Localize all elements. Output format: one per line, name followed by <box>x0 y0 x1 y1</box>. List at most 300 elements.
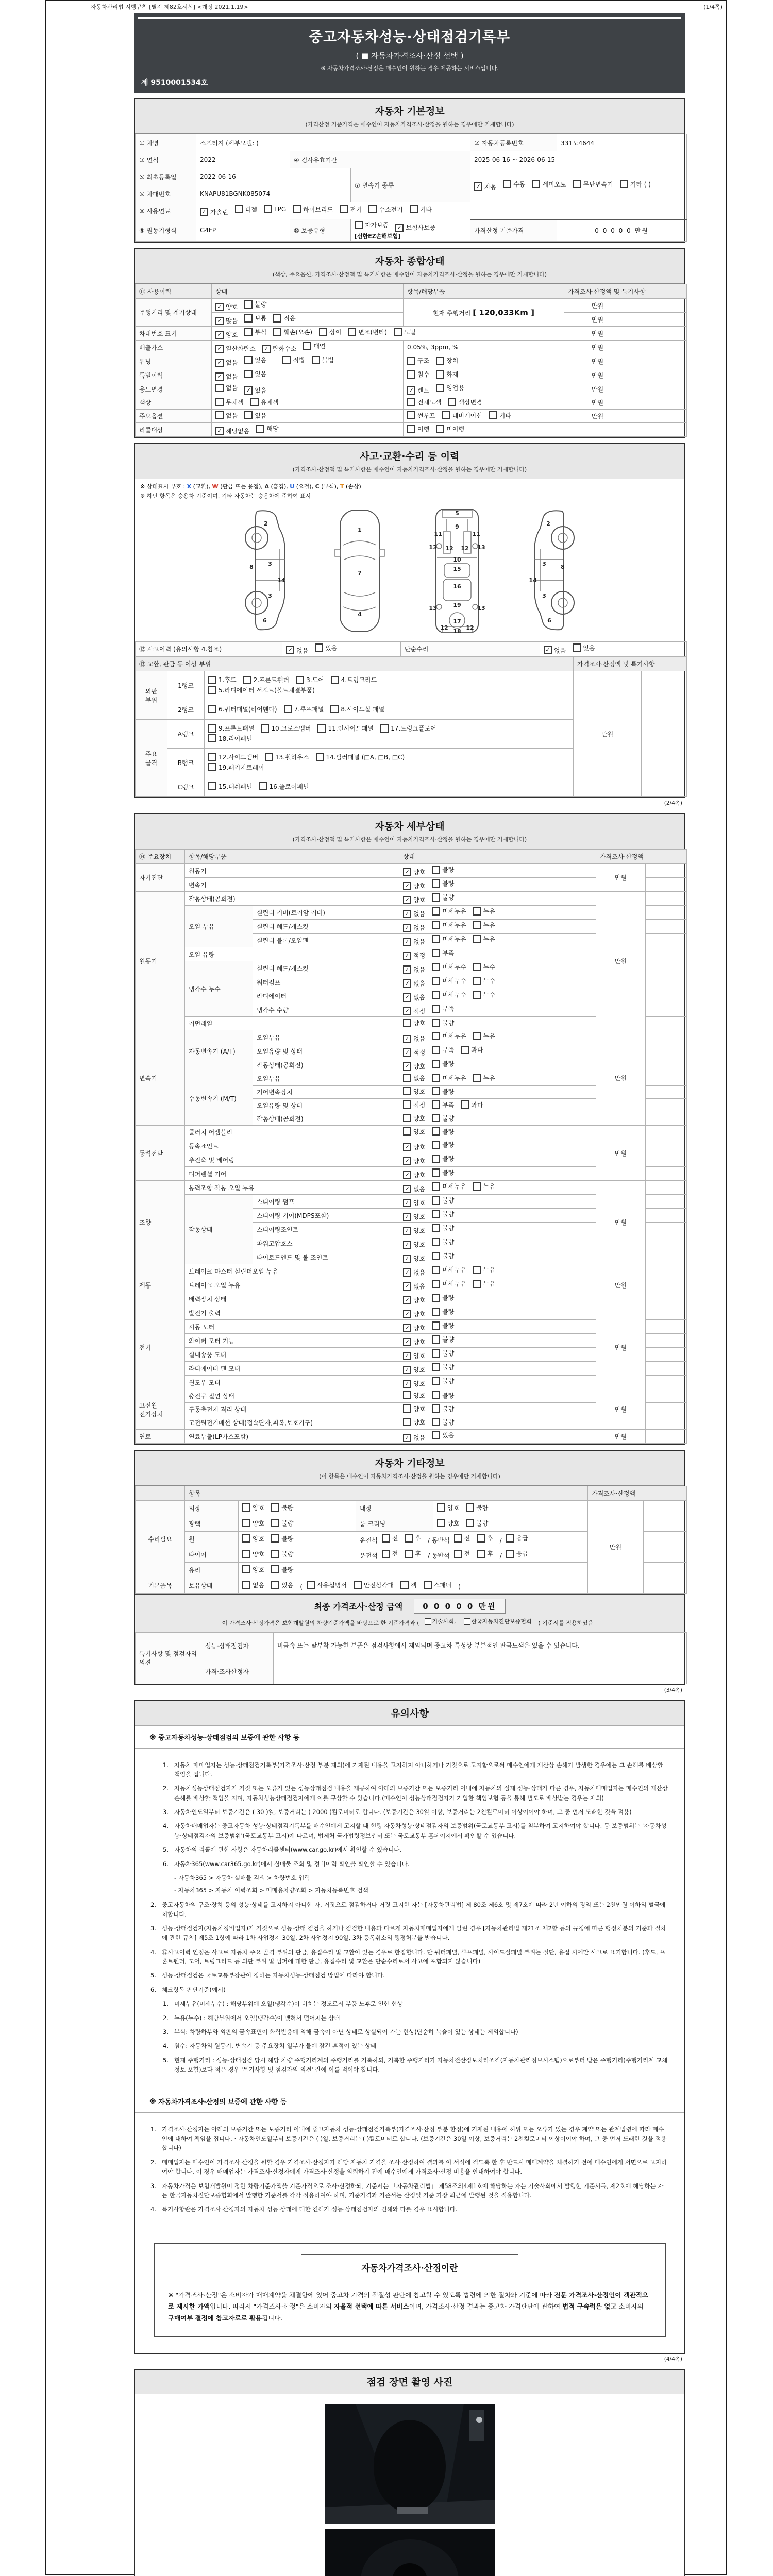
checkbox-label: 16.플로어패널 <box>269 783 309 790</box>
exchange-label: ⑬ 교환, 판금 등 이상 부위 <box>136 657 574 671</box>
checkbox-불량 <box>432 1404 454 1413</box>
notice-bullet: - 자동차365 > 자동차 실매물 검색 > 차량번호 입력 <box>174 1874 310 1882</box>
checkbox-해당없음 <box>215 427 249 435</box>
document-subtitle: ( ■ 자동차가격조사·산정 선택 ) <box>356 51 464 60</box>
status-options <box>399 1236 596 1250</box>
checkbox-box: ✓ <box>403 1366 411 1374</box>
checkbox-box <box>244 300 253 309</box>
checkbox-이행 <box>407 425 429 433</box>
etc-note-cell <box>644 1547 687 1563</box>
checkbox-양호 <box>403 1379 425 1388</box>
note-cell <box>646 1278 687 1292</box>
state-options <box>212 341 404 354</box>
checkbox-보통 <box>244 314 266 323</box>
checkbox-box <box>296 676 304 684</box>
checkbox-box <box>405 1534 413 1543</box>
col-usage: ⑪ 사용이력 <box>136 284 212 299</box>
checkbox-label: 5.라디에이터 서포트(볼트체결부품) <box>219 686 315 694</box>
checkbox-label: 불량 <box>442 1418 455 1426</box>
checkbox-box <box>271 1581 279 1589</box>
checkbox-label: 불량 <box>442 1378 455 1385</box>
checkbox-label: 양호 <box>413 869 426 876</box>
checkbox-16.플로어패널 <box>259 782 309 791</box>
checkbox-label: 불량 <box>281 1550 294 1558</box>
note-cell <box>646 1348 687 1362</box>
checkbox-불량 <box>466 1503 488 1512</box>
checkbox-label: 적법 <box>293 357 305 364</box>
legend-segment: T <box>340 483 344 490</box>
panel-number: 15 <box>453 566 461 572</box>
checkbox-box: ✓ <box>403 1380 411 1388</box>
remarks-text-1: 비금속 또는 탈부착 가능한 부품은 점검사항에서 제외되며 중고차 특성상 부분적인 판금도색은 있을 수 있습니다. <box>274 1632 687 1659</box>
checkbox-box <box>432 1141 440 1149</box>
panel-number: 13 <box>429 544 437 551</box>
item-label: 자동변속기 (A/T) <box>185 1030 253 1072</box>
legend-segment: (손상) <box>344 483 361 490</box>
checkbox-label: 전 <box>464 1550 470 1558</box>
panel-number: 10 <box>453 556 461 563</box>
panel-number: 19 <box>453 602 461 608</box>
panel-number: 6 <box>547 617 551 624</box>
etc-group-col <box>136 1486 185 1501</box>
checkbox-양호 <box>403 1324 425 1332</box>
checkbox-label: 양호 <box>413 1019 426 1027</box>
note-cell <box>646 989 687 1003</box>
checkbox-무단변속기 <box>573 180 613 189</box>
note-cell <box>646 1181 687 1195</box>
checkbox-15.대쉬패널 <box>208 782 252 791</box>
rank-label: C랭크 <box>167 777 205 797</box>
checkbox-label: 양호 <box>253 1535 265 1543</box>
panel-number: 11 <box>472 531 480 537</box>
etc-item-label: 유리 <box>185 1563 239 1578</box>
legend-segment: (교환), <box>191 483 212 490</box>
checkbox-label: 양호 <box>253 1504 265 1512</box>
subitem-label: 파워고압호스 <box>253 1236 399 1250</box>
legend-segment: U <box>290 483 295 490</box>
checkbox-불량 <box>432 865 454 874</box>
checkbox-label: 해당없음 <box>226 428 250 435</box>
checkbox-label: 무채색 <box>226 398 244 406</box>
checkbox-label: 미세누유 <box>442 1032 466 1040</box>
notice-item: 4. 자동차매매업자는 중고자동차 성능·상태점검기록부를 매수인에게 고지할 때 현행 자동차성능·상태점검자의 보증범위(국토교통부 고시)를 첨부하여 고지하여야 합니다. 동 보증범위는 '자동차성능·상태점검자의 보증범위'(국토교통부 고시)에 따르며, 법제처 국가법령정보센터 또는 국토교통부 홈페이지에서 확인할 수 있습니다. <box>163 1822 667 1839</box>
checkbox-있음 <box>244 369 266 378</box>
note-cell <box>646 1320 687 1334</box>
checkbox-box: ✓ <box>403 1227 411 1235</box>
checkbox-box <box>208 724 216 733</box>
document-number: 제 9510001534호 <box>141 79 208 87</box>
checkbox-label: 10.크로스멤버 <box>271 725 311 732</box>
status-options <box>399 1099 596 1112</box>
checkbox-누유 <box>473 921 495 929</box>
subitem-label: 실린더 커버(로커암 커버) <box>253 906 399 920</box>
checkbox-box <box>432 1182 440 1191</box>
checkbox-label: 양호 <box>413 1063 426 1070</box>
item-label: 커먼레일 <box>185 1017 399 1030</box>
checkbox-box <box>235 205 243 213</box>
panel-group-label: 주요 골격 <box>136 720 167 797</box>
checkbox-도말 <box>394 328 416 336</box>
checkbox-양호 <box>403 1226 425 1235</box>
etc-info-table <box>135 1486 687 1594</box>
item-label: 작동상태(공회전) <box>185 892 399 906</box>
checkbox-label: 양호 <box>413 1241 426 1248</box>
checkbox-label: 후 <box>487 1550 493 1558</box>
device-group-label: 조향 <box>136 1181 185 1264</box>
price-cell: 만원 <box>596 1306 646 1389</box>
car-name-label: ① 차명 <box>136 134 196 151</box>
subitem-label: 냉각수 수량 <box>253 1003 399 1017</box>
checkbox-불량 <box>271 1550 293 1558</box>
legend-segment: ※ 상태표시 부호 : <box>140 483 187 490</box>
checkbox-label: 14.필러패널 (□A, □B, □C) <box>326 754 405 761</box>
panel-number: 7 <box>358 570 362 577</box>
checkbox-label: 해당 <box>266 425 279 432</box>
checkbox-있음 <box>244 411 266 420</box>
price-cell: 만원 <box>596 1030 646 1126</box>
panel-number: 12 <box>445 545 453 552</box>
panel-number: 2 <box>546 520 550 527</box>
legend-segment: (요철), <box>294 483 315 490</box>
checkbox-box <box>473 1182 481 1191</box>
checkbox-label: 네비게이션 <box>452 412 482 419</box>
price-cell: 만원 <box>596 1126 646 1181</box>
rank-label: A랭크 <box>167 720 205 749</box>
usage-label: 배출가스 <box>136 341 212 354</box>
item-label: 브레이크 오일 누유 <box>185 1278 399 1292</box>
note-cell <box>631 396 687 410</box>
panel-number: 3 <box>542 561 546 567</box>
checkbox-label: 미세누유 <box>442 922 466 929</box>
checkbox-box: ✓ <box>403 965 411 974</box>
checkbox-box <box>242 1519 250 1527</box>
checkbox-label: 전 <box>392 1535 398 1543</box>
price-cell: 만원 <box>564 341 631 354</box>
item-label: 브레이크 마스터 실린더오일 누유 <box>185 1264 399 1278</box>
panel-number: 13 <box>429 605 437 612</box>
etc-extra: 운전석 전 후 / 동반석 전 후 / 응급 <box>356 1547 588 1563</box>
checkbox-전기 <box>340 205 362 214</box>
checkbox-label: 미세누유 <box>442 908 466 915</box>
checkbox-label: 없음 <box>226 373 238 380</box>
checkbox-box <box>407 370 415 379</box>
checkbox-label: 있음 <box>325 644 338 652</box>
usage-label: 튜닝 <box>136 354 212 368</box>
checkbox-label: 없음 <box>413 1185 426 1193</box>
photos-title: 점검 장면 촬영 사진 <box>366 2377 453 2388</box>
accident-title: 사고·교환·수리 등 이력 <box>360 451 460 462</box>
state-options <box>212 396 404 410</box>
section-accident <box>134 443 685 798</box>
checkbox-box <box>432 1404 440 1413</box>
checkbox-box: ✓ <box>403 1213 411 1221</box>
checkbox-box <box>432 1280 440 1288</box>
base-price-value: 0 0 0 0 0 만원 <box>557 219 687 242</box>
status-options <box>399 878 596 892</box>
checkbox-후 <box>405 1534 421 1543</box>
first-reg-value: 2022-06-16 <box>196 168 351 185</box>
note-cell <box>646 961 687 975</box>
page-marker-1: (1/4쪽) <box>703 4 722 10</box>
checkbox-label: 양호 <box>413 1255 426 1262</box>
status-options <box>399 961 596 975</box>
checkbox-label: 불량 <box>442 894 455 901</box>
checkbox-label: 미세누수 <box>442 991 466 998</box>
checkbox-box <box>477 1534 485 1543</box>
checkbox-label: 디젤 <box>245 206 257 213</box>
checkbox-변조(변타) <box>348 328 387 336</box>
checkbox-있음 <box>573 643 595 652</box>
note-cell <box>646 1139 687 1153</box>
checkbox-불량 <box>271 1534 293 1543</box>
pricing-info-title: 자동차가격조사·산정이란 <box>301 2254 518 2280</box>
checkbox-box: ✓ <box>215 359 224 367</box>
basic-info-table <box>135 134 687 242</box>
checkbox-label: 양호 <box>413 1172 426 1179</box>
checkbox-label: 기타 <box>499 412 511 419</box>
panel-group-label: 외판 부위 <box>136 671 167 720</box>
status-options <box>399 1264 596 1278</box>
checkbox-없음 <box>403 909 425 918</box>
device-group-label: 원동기 <box>136 892 185 1030</box>
checkbox-label: 누수 <box>483 991 495 998</box>
checkbox-label: 불법 <box>322 357 334 364</box>
subitem-label: 작동상태(공회전) <box>253 1058 399 1072</box>
year-value: 2022 <box>196 151 290 168</box>
checkbox-없음 <box>215 411 238 420</box>
checkbox-box: ✓ <box>403 1062 411 1071</box>
checkbox-label: 유채색 <box>260 398 279 406</box>
transmission-options <box>470 168 687 202</box>
rank-items <box>205 749 574 777</box>
checkbox-box <box>242 1581 250 1589</box>
checkbox-box <box>432 1114 440 1122</box>
checkbox-미세누유 <box>432 907 466 916</box>
checkbox-box <box>382 1550 390 1558</box>
item-label: 윈도우 모터 <box>185 1376 399 1389</box>
checkbox-미세누수 <box>432 962 466 971</box>
section-detail <box>134 813 685 1445</box>
checkbox-label: 6.쿼터패널(리어휀다) <box>219 705 277 713</box>
comprehensive-title: 자동차 종합상태 <box>375 256 445 267</box>
price-cell: 만원 <box>564 354 631 368</box>
checkbox-label: 부족 <box>442 1005 455 1012</box>
checkbox-불법 <box>312 355 334 364</box>
checkbox-box <box>424 1581 432 1589</box>
usage-label: 차대번호 표기 <box>136 327 212 341</box>
col-state: 상태 <box>399 850 596 864</box>
checkbox-미세누유 <box>432 1279 466 1288</box>
note-cell <box>646 975 687 989</box>
checkbox-label: 불량 <box>442 866 455 873</box>
etc-item-options <box>239 1547 356 1563</box>
car-bottom-view <box>424 506 491 636</box>
checkbox-label: 보험사보증 <box>406 224 436 231</box>
status-options <box>399 1209 596 1223</box>
page-marker-2: (2/4쪽) <box>664 800 682 806</box>
checkbox-label: 양호 <box>253 1519 265 1527</box>
checkbox-label: 전 <box>392 1550 398 1558</box>
device-group-label: 고전원 전기장치 <box>136 1389 185 1430</box>
vin-label: ⑥ 차대번호 <box>136 185 196 202</box>
vin-value: KNAPU81BGNK085074 <box>196 185 351 202</box>
checkbox-box <box>442 411 450 419</box>
checkbox-양호 <box>403 1365 425 1374</box>
checkbox-11.인사이드패널 <box>317 724 374 733</box>
status-options <box>399 864 596 878</box>
checkbox-label: 불량 <box>442 1019 455 1027</box>
checkbox-label: 불량 <box>442 1197 455 1204</box>
car-side-left-view <box>239 506 296 636</box>
checkbox-불량 <box>271 1519 293 1528</box>
item-label: 배력장치 상태 <box>185 1292 399 1306</box>
state-options <box>212 299 404 313</box>
pricing-info-box <box>154 2243 666 2338</box>
checkbox-box <box>403 1404 411 1413</box>
checkbox-label: 있음 <box>255 370 267 378</box>
checkbox-box: ✓ <box>215 317 224 325</box>
checkbox-LPG <box>264 205 286 213</box>
subitem-label: 실린더 헤드/개스킷 <box>253 961 399 975</box>
checkbox-box <box>432 1100 440 1109</box>
checkbox-box: ✓ <box>286 646 294 654</box>
detail-subtitle: (가격조사·산정액 및 특기사항은 매수인이 자동차가격조사·산정을 원하는 경우에만 기재합니다) <box>292 836 527 843</box>
checkbox-label: 1.후드 <box>219 676 237 684</box>
checkbox-없음 <box>403 993 425 1002</box>
engine-value: G4FP <box>196 219 290 242</box>
etc-item-options <box>239 1516 356 1532</box>
checkbox-label: 부식 <box>255 329 267 336</box>
etc-item-label-2: 내장 <box>356 1501 433 1516</box>
status-options <box>399 934 596 947</box>
simple-repair-label: 단순수리 <box>401 642 540 656</box>
checkbox-label: 없음 <box>413 1074 426 1082</box>
checkbox-label: 누유 <box>483 936 495 943</box>
checkbox-적법 <box>282 355 305 364</box>
state-options <box>212 368 404 382</box>
checkbox-label: 적정 <box>413 1101 426 1109</box>
checkbox-label: 없음 <box>413 994 426 1001</box>
checkbox-3.도어 <box>296 675 324 684</box>
state-options <box>212 423 404 437</box>
checkbox-불량 <box>432 879 454 888</box>
checkbox-양호 <box>215 302 238 311</box>
checkbox-불량 <box>432 1418 454 1427</box>
checkbox-box: ✓ <box>395 224 404 232</box>
device-group-label: 연료 <box>136 1430 185 1444</box>
checkbox-box <box>394 328 402 336</box>
note-cell <box>646 1099 687 1112</box>
checkbox-box <box>271 1565 279 1573</box>
checkbox-label: 양호 <box>413 1352 426 1360</box>
status-options <box>399 1250 596 1264</box>
warranty-label: ⑩ 보증유형 <box>290 219 351 242</box>
checkbox-양호 <box>242 1534 264 1543</box>
checkbox-label: 자동 <box>484 183 497 191</box>
checkbox-label: 불량 <box>442 1169 455 1176</box>
checkbox-box <box>432 1391 440 1399</box>
checkbox-box <box>473 935 481 943</box>
usage-label: 주요옵션 <box>136 410 212 423</box>
checkbox-없음 <box>403 1268 425 1277</box>
checkbox-label: 양호 <box>413 1297 426 1304</box>
checkbox-box <box>244 411 253 419</box>
repair-group-label: 수리필요 <box>136 1501 185 1578</box>
checkbox-box <box>506 1534 514 1543</box>
note-cell <box>646 1003 687 1017</box>
checkbox-미세누수 <box>432 976 466 985</box>
checkbox-box <box>432 1155 440 1163</box>
checkbox-없음 <box>286 646 308 655</box>
checkbox-색상변경 <box>448 398 482 406</box>
item-label: 연료누출(LP가스포함) <box>185 1430 399 1444</box>
inspection-value: 2025-06-16 ~ 2026-06-15 <box>470 151 687 168</box>
checkbox-box <box>461 1046 469 1054</box>
checkbox-label: 침수 <box>417 371 430 379</box>
checkbox-box: ✓ <box>544 646 552 654</box>
item-options <box>404 423 564 437</box>
checkbox-box: ✓ <box>403 952 411 960</box>
checkbox-box: ✓ <box>403 993 411 1002</box>
checkbox-box <box>244 370 253 378</box>
checkbox-label: 과다 <box>471 1046 483 1054</box>
checkbox-label: 불량 <box>442 1114 455 1122</box>
accident-subtitle: (가격조사·산정액 및 특기사항은 매수인이 자동차가격조사·산정을 원하는 경우에만 기재합니다) <box>292 466 527 473</box>
checkbox-양호 <box>242 1503 264 1512</box>
note-cell <box>646 1209 687 1223</box>
checkbox-box: ✓ <box>200 208 208 216</box>
checkbox-label: 적음 <box>283 315 296 322</box>
panel-number: 16 <box>453 583 461 590</box>
checkbox-box <box>473 963 481 971</box>
checkbox-box <box>271 1550 279 1558</box>
checkbox-누수 <box>473 962 495 971</box>
checkbox-box <box>330 705 339 713</box>
checkbox-label: 없음 <box>554 647 566 654</box>
rank-items <box>205 700 574 720</box>
checkbox-없음 <box>215 372 238 381</box>
checkbox-양호 <box>437 1503 459 1512</box>
price-cell: 만원 <box>564 327 631 341</box>
status-options <box>399 1348 596 1362</box>
checkbox-box <box>432 1074 440 1082</box>
checkbox-세미오토 <box>532 180 566 189</box>
price-cell: 만원 <box>596 1430 646 1444</box>
usage-label: 특별이력 <box>136 368 212 382</box>
checkbox-label: 수소전기 <box>379 206 403 213</box>
checkbox-상이 <box>319 328 341 336</box>
panel-number: 12 <box>466 624 474 631</box>
checkbox-미세누유 <box>432 1265 466 1274</box>
exchange-price-label: 가격조사·산정액 및 특기사항 <box>574 657 687 671</box>
checkbox-box <box>436 425 444 433</box>
checkbox-전 <box>382 1534 398 1543</box>
checkbox-불량 <box>432 1377 454 1385</box>
checkbox-label: 보통 <box>255 315 267 322</box>
status-options <box>399 1167 596 1181</box>
checkbox-label: 불량 <box>442 1211 455 1218</box>
checkbox-양호 <box>403 1296 425 1304</box>
checkbox-없음 <box>403 1282 425 1291</box>
note-cell <box>646 1292 687 1306</box>
etc-item-label: 휠 <box>185 1532 239 1547</box>
checkbox-14.필러패널 (□A, □B, □C) <box>316 753 405 761</box>
subitem-label: 실린더 헤드/개스킷 <box>253 920 399 934</box>
checkbox-label: 기술사회, <box>432 1618 456 1625</box>
etc-item-options <box>239 1532 356 1547</box>
checkbox-전 <box>454 1549 470 1558</box>
notice-item: 2. 매매업자는 매수인이 가격조사·산정을 원할 경우 가격조사·산정자가 해당 자동차 가격을 조사·산정하여 결과를 이 서식에 적도록 한 후 반드시 매매계약을 체결하기 전에 매수인에게 서면으로 고지하여야 합니다. 이 경우 매매업자는 가격조사·산정자에게 가격조사·산정을 의뢰하기 전에 매수인에게 가격조사·산정 비용을 안내하여야 합니다. <box>150 2158 667 2176</box>
